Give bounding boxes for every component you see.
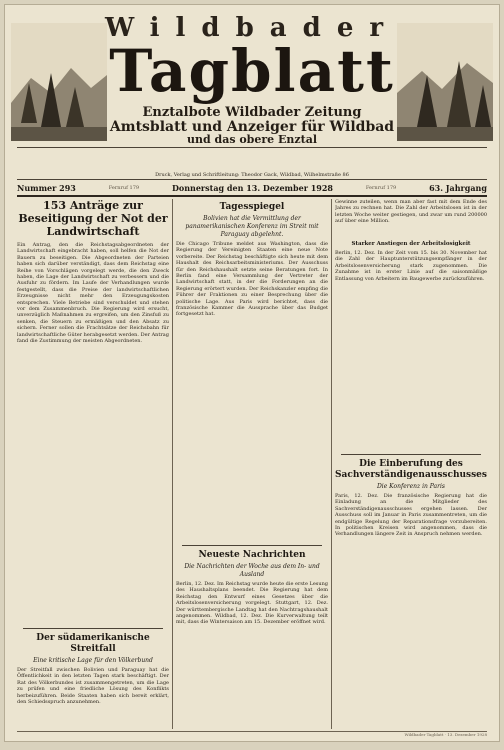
masthead-top-title: Wildbader [104,13,400,43]
issue-year: 63. Jahrgang [429,183,487,193]
article-body: Berlin, 12. Dez. Im Reichstag wurde heute die erste Lesung des Haushaltsplans beendet. Die Regierung hat dem Reichstag den Entwurf eines Gesetzes über die Arbeitslosenversicherung vorgelegt. Stuttgart, 12. Dez. Der württembergische Landtag hat den Nachtragshaushalt angenommen. Wildbad, 12. Dez. Die Kurverwaltung teilt mit, dass die Wintersaison am 15. Dezember eröffnet wird. [176,581,328,626]
article-body: Berlin, 12. Dez. In der Zeit vom 15. bis 30. November hat die Zahl der Hauptunterstützungsempfänger in der Arbeitslosenversicherung stark zugenommen. Die Zunahme ist in erster Linie auf die saisonmäßige Entlassung von Arbeitern im Baugewerbe zurückzuführen. [335,250,487,282]
article-body: Ein Antrag, den die Reichstagsabgeordneten der Landwirtschaft eingebracht haben, soll helfen die Not der Bauern zu beseitigen. Die Abgeordneten der Parteien haben sich darüber verständigt, dass dem Reichstag eine Reihe von Vorschlägen vorgelegt werde, die den Zweck haben, die Lage der Landwirtschaft zu verbessern und die Ausfuhr zu fördern. Im Laufe der Verhandlungen wurde festgestellt, dass die Preise der landwirtschaftlichen Erzeugnisse nicht mehr den Erzeugungskosten entsprechen. Viele Betriebe sind verschuldet und stehen vor dem Zusammenbruch. Die Regierung wird ersucht, unverzüglich Maßnahmen zu ergreifen, um den Zinsfuß zu senken, die Steuern zu ermäßigen und den Absatz zu sichern. Ferner sollen die Frachtsätze der Reichsbahn für landwirtschaftliche Güter herabgesetzt werden. Der Antrag fand die Zustimmung der meisten Abgeordneten. [17,242,169,345]
article-headline: Starker Anstiegen der Arbeitslosigkeit [351,241,471,247]
divider [23,628,163,629]
article-subhead: Die Konferenz in Paris [376,483,445,490]
divider [341,454,481,455]
article-headline: Die Einberufung des Sachverständigenausschusses [335,459,487,480]
issue-date: Donnerstag den 13. Dezember 1928 [171,183,333,193]
article-body: Gewinne zuteilen, wenn man aber fast mit dem Ende des Jahres zu rechnen hat. Die Zahl der Arbeitslosen ist in der letzten Woche weiter gestiegen, und zwar um rund 200000 auf über eine Million. [335,199,487,225]
article-headline: Neueste Nachrichten [198,550,306,560]
column-rule [331,199,332,729]
article-subhead: Bolivien hat die Vermittlung der panamerikanischen Konferenz im Streit mit Paraguay abgelehnt. [185,215,319,238]
phone-left: Fernruf 179 [108,185,140,191]
issue-number: Nummer 293 [17,183,76,193]
masthead-subtitle-3: und das obere Enztal [186,133,318,146]
masthead [11,9,493,145]
column-1 [17,199,169,729]
article-headline: Tagesspiegel [219,202,285,212]
masthead-subtitle-2: Amtsblatt und Anzeiger für Wildbad [109,119,395,135]
newspaper-page [4,4,500,742]
column-3 [335,199,487,729]
article-subhead: Eine kritische Lage für den Völkerbund [33,657,153,664]
masthead-main-title: Tagblatt [109,37,395,105]
article-body: Die Chicago Tribune meldet aus Washington, dass die Regierung der Vereinigten Staaten eine neue Note vorbereite. Der Reichstag beschäftigte sich heute mit dem Haushalt des Reichsarbeitsministeriums. Der Ausschuss für den Reichshaushalt setzte seine Beratungen fort. In Berlin fand eine Versammlung der Vertreter der Landwirtschaft statt, in der die Forderungen an die Regierung erörtert wurden. Der Reichskanzler empfing die Führer der Fraktionen zu einer Besprechung über die politische Lage. Aus Paris wird berichtet, dass die französische Kammer die Aussprache über das Budget fortgesetzt hat. [176,241,328,318]
article-body: Der Streitfall zwischen Bolivien und Paraguay hat die Öffentlichkeit in den letzten Tagen stark beschäftigt. Der Rat des Völkerbundes ist zusammengetreten, um die Lage zu prüfen und eine friedliche Lösung des Konflikts herbeizuführen. Beide Staaten haben sich bereit erklärt, den Schiedsspruch anzunehmen. [17,667,169,706]
divider [182,545,322,546]
subscription-info-block [17,147,487,172]
article-headline: Der südamerikanische Streitfall [36,633,150,654]
printer-line: Druck, Verlag und Schriftleitung: Theodor Gack, Wildbad, Wilhelmstraße 86 [17,171,487,180]
phone-right: Fernruf 179 [365,185,397,191]
column-2 [176,199,328,729]
column-rule [172,199,173,729]
page-footer: Wildbader Tagblatt · 13. Dezember 1928 [17,731,487,740]
article-body: Paris, 12. Dez. Die französische Regierung hat die Einladung an die Mitglieder des Sachverständigenausschusses ergehen lassen. Der Ausschuss soll im Januar in Paris zusammentreten, um die endgültige Regelung der Reparationsfrage vorzubereiten. In politischen Kreisen wird angenommen, dass die Verhandlungen längere Zeit in Anspruch nehmen werden. [335,493,487,538]
article-headline: 153 Anträge zur Beseitigung der Not der Landwirtschaft [18,199,168,238]
masthead-subtitle-1: Enztalbote Wildbader Zeitung [142,105,362,120]
article-subhead: Die Nachrichten der Woche aus dem In- und Ausland [184,563,320,578]
issue-bar [17,181,487,197]
